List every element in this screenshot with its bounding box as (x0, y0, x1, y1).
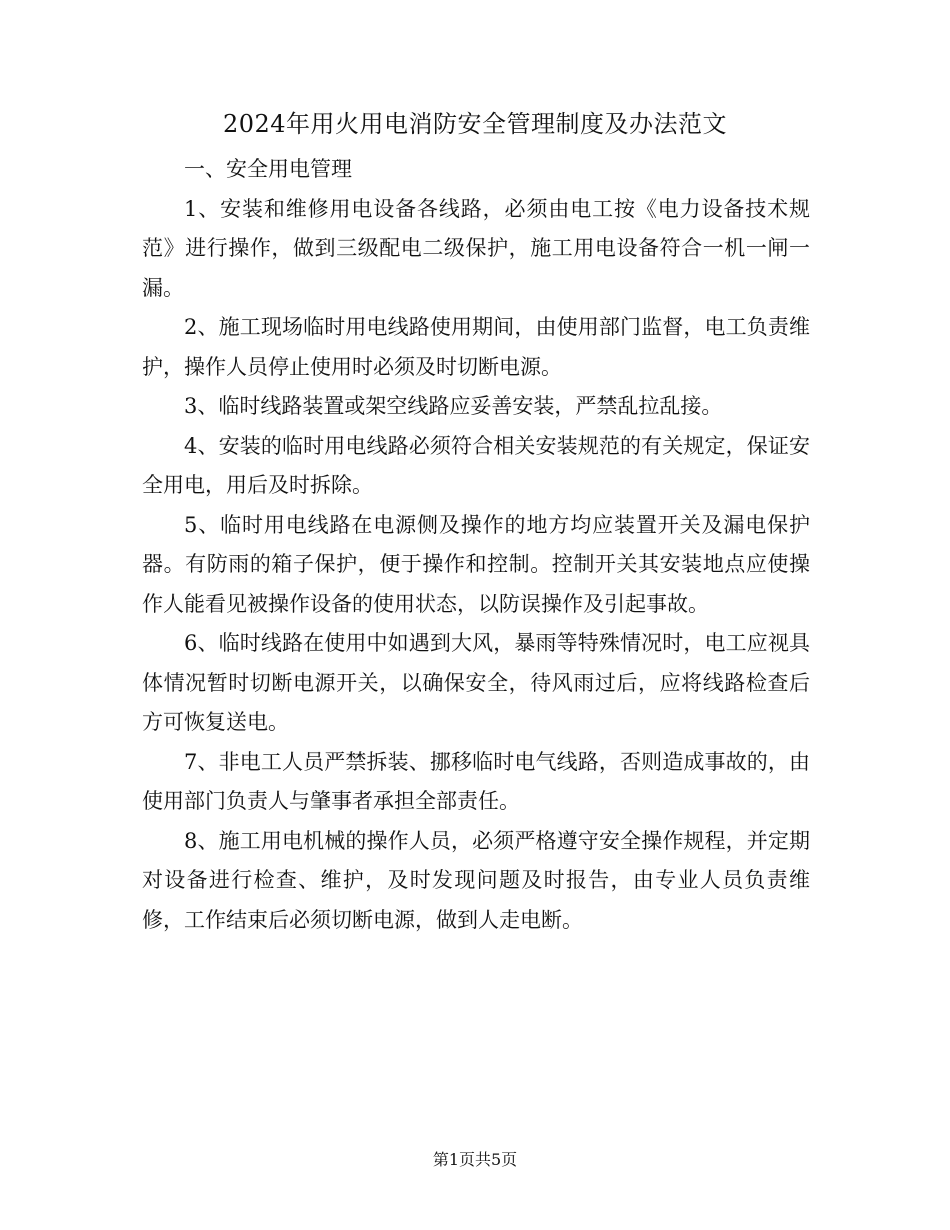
paragraph-6: 6、临时线路在使用中如遇到大风，暴雨等特殊情况时，电工应视具体情况暂时切断电源开关，以确保安全，待风雨过后，应将线路检查后方可恢复送电。 (142, 631, 810, 734)
paragraph-1: 1、安装和维修用电设备各线路，必须由电工按《电力设备技术规范》进行操作，做到三级配电二级保护，施工用电设备符合一机一闸一漏。 (142, 196, 810, 300)
section-heading: 一、安全用电管理 (184, 157, 352, 181)
paragraph-2: 2、施工现场临时用电线路使用期间，由使用部门监督，电工负责维护，操作人员停止使用时必须及时切断电源。 (142, 315, 810, 379)
paragraph-8: 8、施工用电机械的操作人员，必须严格遵守安全操作规程，并定期对设备进行检查、维护，及时发现问题及时报告，由专业人员负责维修，工作结束后必须切断电源，做到人走电断。 (142, 828, 810, 932)
document-title: 2024年用火用电消防安全管理制度及办法范文 (222, 110, 728, 138)
document-body (142, 150, 810, 940)
paragraph-5: 5、临时用电线路在电源侧及操作的地方均应装置开关及漏电保护器。有防雨的箱子保护，便于操作和控制。控制开关其安装地点应使操作人能看见被操作设备的使用状态，以防误操作及引起事故。 (142, 512, 810, 616)
paragraph-3: 3、临时线路装置或架空线路应妥善安装，严禁乱拉乱接。 (184, 394, 723, 418)
paragraph-4: 4、安装的临时用电线路必须符合相关安装规范的有关规定，保证安全用电，用后及时拆除。 (142, 433, 810, 497)
paragraph-7: 7、非电工人员严禁拆装、挪移临时电气线路，否则造成事故的，由使用部门负责人与肇事者承担全部责任。 (142, 749, 810, 813)
page-indicator: 第1页共5页 (432, 1150, 518, 1169)
